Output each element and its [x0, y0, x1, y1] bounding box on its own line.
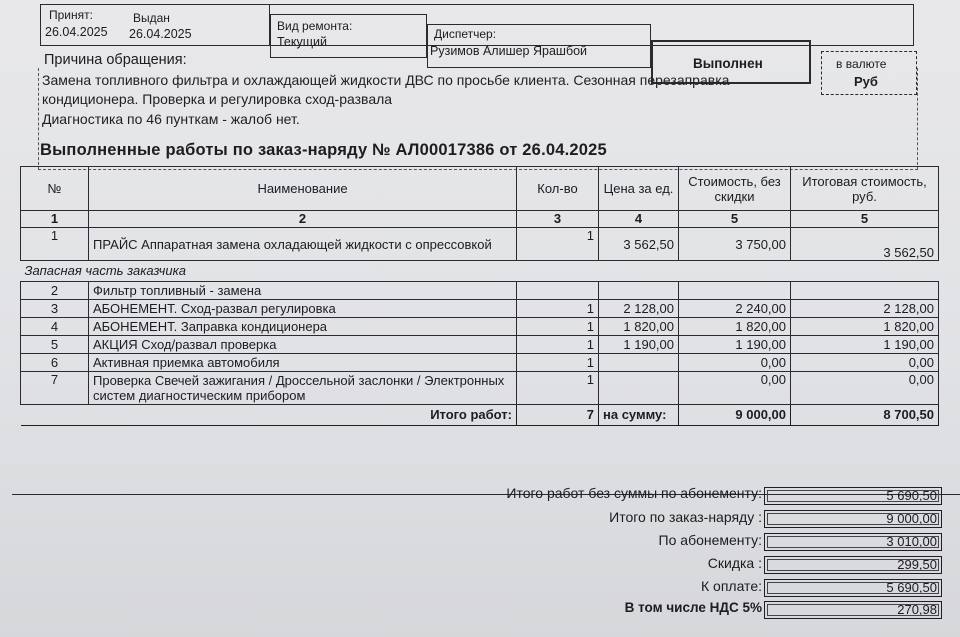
works-table: [20, 166, 939, 426]
row-price: [599, 282, 679, 300]
summary-label: В том числе НДС 5%: [624, 600, 762, 615]
column-number-row: [21, 211, 939, 228]
summary-label: Итого по заказ-наряду :: [609, 509, 762, 525]
reason-line-1: Замена топливного фильтра и охлаждающей жидкости ДВС по просьбе клиента. Сезонная перезаправка: [42, 72, 730, 88]
row-qty: 1: [517, 228, 599, 261]
row-num: 5: [21, 336, 89, 354]
summary-value: 5 690,50: [764, 579, 942, 597]
dispatcher-label: Диспетчер:: [434, 27, 497, 41]
row-num: 6: [21, 354, 89, 372]
row-name: АКЦИЯ Сход/развал проверка: [89, 336, 517, 354]
row-num: 2: [21, 282, 89, 300]
row-total: 1 820,00: [791, 318, 939, 336]
row-qty: 1: [517, 372, 599, 405]
table-row: [21, 336, 939, 354]
totals-label: Итого работ:: [21, 405, 517, 426]
row-total: [791, 282, 939, 300]
col-qty-header: Кол-во: [517, 167, 599, 211]
table-row: [21, 318, 939, 336]
row-cost: 1 190,00: [679, 336, 791, 354]
row-total: 0,00: [791, 372, 939, 405]
table-row: [21, 300, 939, 318]
totals-total: 8 700,50: [791, 405, 939, 426]
dispatcher-cell: [427, 24, 651, 68]
repair-type-cell: [270, 14, 427, 58]
table-header-row: [21, 167, 939, 211]
row-cost: 0,00: [679, 354, 791, 372]
col-number: 5: [791, 211, 939, 228]
currency-label: в валюте: [836, 57, 887, 71]
row-name: Проверка Свечей зажигания / Дроссельной заслонки / Электронных систем диагностическим прибором: [89, 372, 517, 405]
summary-value: 5 690,50: [764, 487, 942, 505]
row-cost: 3 750,00: [679, 228, 791, 261]
row-cost: [679, 282, 791, 300]
row-num: 7: [21, 372, 89, 405]
totals-qty: 7: [517, 405, 599, 426]
summary-label: Итого работ без суммы по абонементу:: [506, 485, 762, 501]
summary-value: 9 000,00: [764, 510, 942, 528]
table-row: [21, 228, 939, 261]
row-cost: 1 820,00: [679, 318, 791, 336]
row-qty: 1: [517, 336, 599, 354]
totals-row: [21, 405, 939, 426]
table-row: [21, 282, 939, 300]
row-qty: 1: [517, 300, 599, 318]
summary-value: 3 010,00: [764, 533, 942, 551]
repair-type-value: Текущий: [277, 35, 327, 49]
summary-label: Скидка :: [707, 555, 762, 571]
table-row: [21, 354, 939, 372]
col-name-header: Наименование: [89, 167, 517, 211]
row-price: [599, 354, 679, 372]
works-title: Выполненные работы по заказ-наряду № АЛ00017386 от 26.04.2025: [40, 141, 607, 159]
row-cost: 0,00: [679, 372, 791, 405]
col-num-header: №: [21, 167, 89, 211]
summary-value: 299,50: [764, 556, 942, 574]
row-cost: 2 240,00: [679, 300, 791, 318]
reason-line-3: Диагностика по 46 пунткам - жалоб нет.: [42, 111, 300, 127]
row-name: Фильтр топливный - замена: [89, 282, 517, 300]
row-num: 1: [21, 228, 89, 261]
row-total: 3 562,50: [791, 228, 939, 261]
col-cost-header: Стоимость, без скидки: [679, 167, 791, 211]
row-num: 3: [21, 300, 89, 318]
summary-label: К оплате:: [701, 578, 762, 594]
repair-type-label: Вид ремонта:: [277, 19, 353, 33]
row-name: АБОНЕМЕНТ. Заправка кондиционера: [89, 318, 517, 336]
row-total: 0,00: [791, 354, 939, 372]
totals-cost: 9 000,00: [679, 405, 791, 426]
row-qty: 1: [517, 354, 599, 372]
totals-sum-label: на сумму:: [599, 405, 679, 426]
dates-cell: [40, 4, 270, 46]
row-total: 2 128,00: [791, 300, 939, 318]
row-num: 4: [21, 318, 89, 336]
section-label: Запасная часть заказчика: [21, 261, 939, 282]
col-number: 5: [679, 211, 791, 228]
issued-label: Выдан: [133, 11, 170, 25]
accepted-label: Принят:: [49, 8, 93, 22]
reason-label: Причина обращения:: [44, 52, 187, 68]
col-number: 2: [89, 211, 517, 228]
row-price: 3 562,50: [599, 228, 679, 261]
row-price: 2 128,00: [599, 300, 679, 318]
row-name: АБОНЕМЕНТ. Сход-развал регулировка: [89, 300, 517, 318]
reason-line-2: кондиционера. Проверка и регулировка сход-развала: [42, 91, 393, 107]
row-qty: 1: [517, 318, 599, 336]
currency-value: Руб: [854, 74, 878, 89]
col-number: 3: [517, 211, 599, 228]
dispatcher-value: Рузимов Алишер Ярашбой: [430, 44, 588, 58]
summary-label: По абонементу:: [658, 532, 762, 548]
issued-date: 26.04.2025: [129, 27, 192, 41]
row-price: 1 190,00: [599, 336, 679, 354]
section-row: [21, 261, 939, 282]
row-price: [599, 372, 679, 405]
row-name: ПРАЙС Аппаратная замена охладающей жидкости с опрессовкой: [89, 228, 517, 261]
summary-value: 270,98: [764, 601, 942, 619]
status-value: Выполнен: [693, 56, 763, 71]
table-row: [21, 372, 939, 405]
row-price: 1 820,00: [599, 318, 679, 336]
col-price-header: Цена за ед.: [599, 167, 679, 211]
row-name: Активная приемка автомобиля: [89, 354, 517, 372]
accepted-date: 26.04.2025: [45, 25, 108, 39]
row-total: 1 190,00: [791, 336, 939, 354]
col-total-header: Итоговая стоимость, руб.: [791, 167, 939, 211]
col-number: 4: [599, 211, 679, 228]
col-number: 1: [21, 211, 89, 228]
row-qty: [517, 282, 599, 300]
